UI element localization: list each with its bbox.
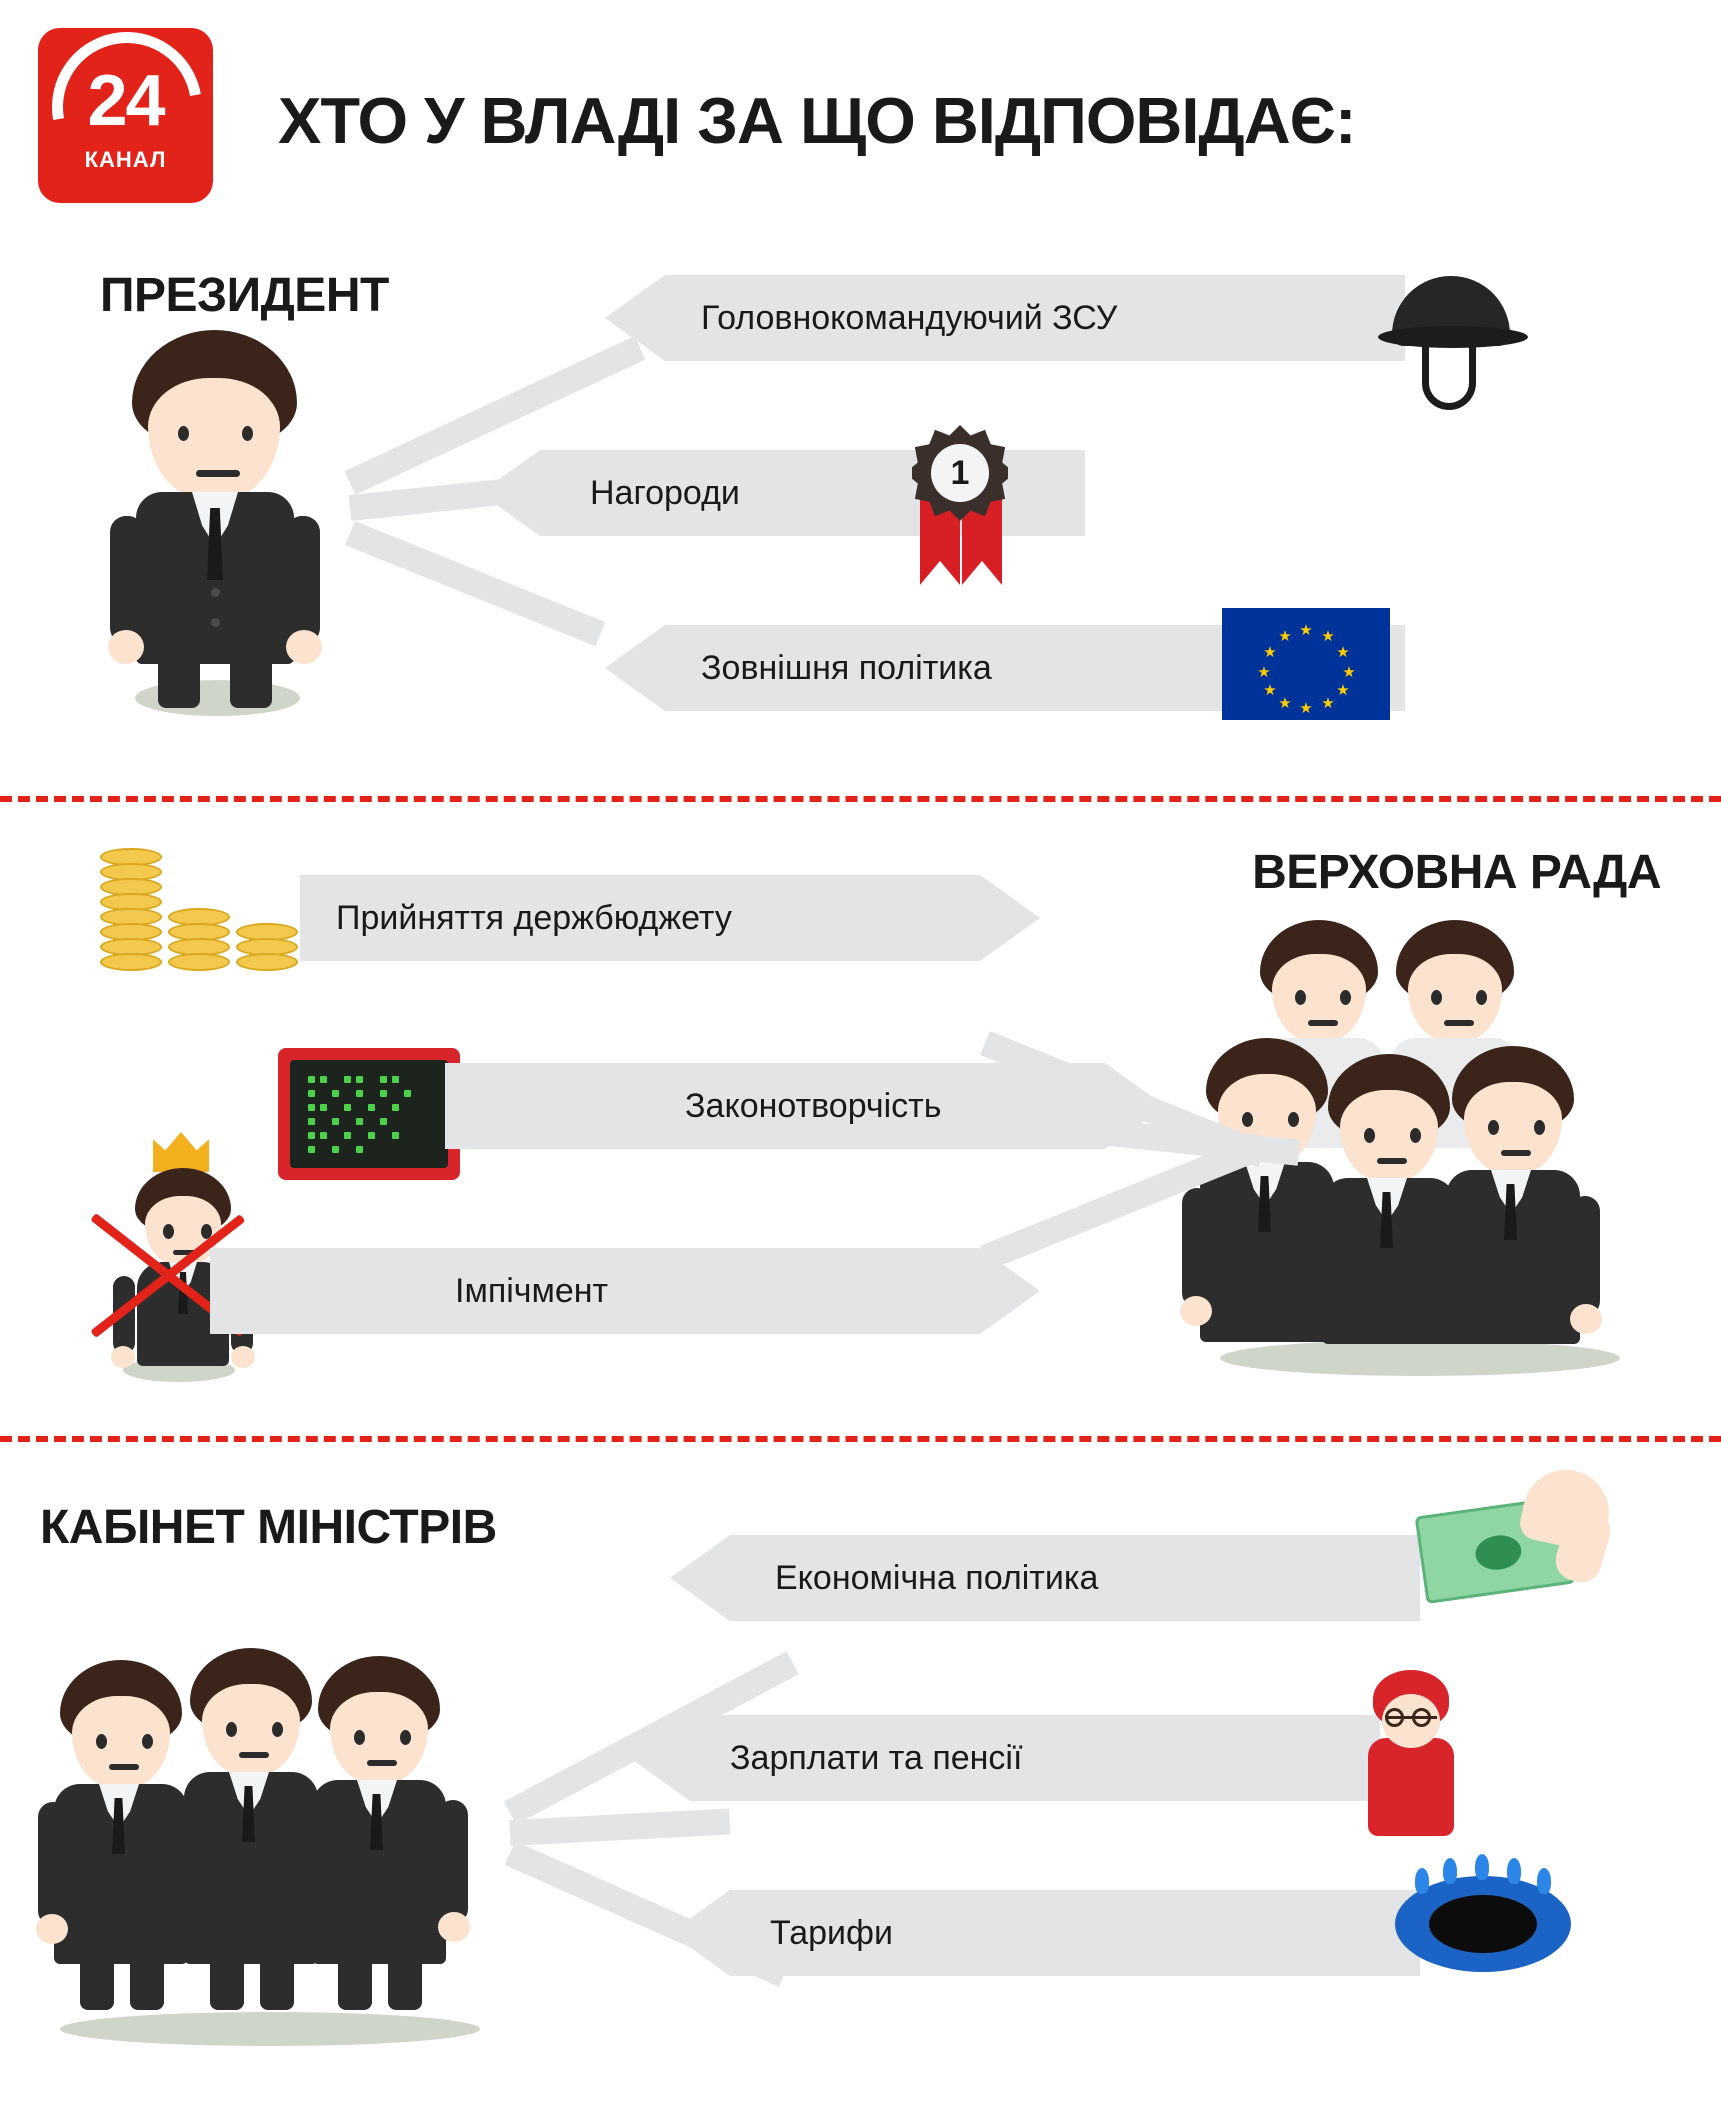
figure-face (148, 378, 280, 500)
figure-leg-right (230, 656, 272, 708)
section-divider-2 (0, 1436, 1721, 1442)
helmet-icon (1378, 268, 1538, 418)
figure-eye-right (242, 426, 253, 441)
callout-label: Тарифи (770, 1913, 894, 1952)
callout-label: Імпічмент (455, 1271, 609, 1310)
header (38, 28, 1688, 208)
figure-arm-left (110, 516, 144, 644)
figure-eye-left (178, 426, 189, 441)
section-heading-cabinet: КАБІНЕТ МІНІСТРІВ (40, 1501, 497, 1554)
voting-board-icon (278, 1048, 460, 1180)
callout-label: Законотворчість (685, 1086, 942, 1125)
section-heading-rada: ВЕРХОВНА РАДА (1252, 846, 1661, 899)
figure-arm-right (286, 516, 320, 644)
callout-label: Прийняття держбюджету (336, 898, 732, 937)
callout-label: Зарплати та пенсії (730, 1738, 1023, 1777)
pensioner-icon (1355, 1670, 1475, 1860)
callout-label: Зовнішня політика (701, 648, 992, 687)
callout-cabinet-2 (690, 1715, 1380, 1801)
crown-icon (153, 1132, 209, 1172)
callout-rada-3 (210, 1248, 980, 1334)
connector-cabinet-2 (509, 1809, 730, 1846)
medal-number: 1 (931, 444, 989, 502)
section-divider-1 (0, 796, 1721, 802)
section-heading-president: ПРЕЗИДЕНТ (100, 269, 389, 322)
callout-label: Економічна політика (775, 1558, 1099, 1597)
eu-flag-icon: ★ ★ ★ ★ ★ ★ ★ ★ ★ ★ ★ ★ (1222, 608, 1390, 720)
callout-rada-1 (300, 875, 980, 961)
callout-president-1 (665, 275, 1405, 361)
logo-word: КАНАЛ (84, 146, 167, 172)
figure-mouth (196, 470, 240, 477)
gas-burner-icon (1395, 1860, 1575, 2000)
callout-cabinet-3 (730, 1890, 1420, 1976)
figure-president (100, 330, 330, 730)
money-muscle-icon (1420, 1470, 1650, 1610)
figure-button-2 (211, 618, 220, 627)
figure-hand-left (108, 630, 144, 664)
figure-leg-left (158, 656, 200, 708)
callout-rada-2 (445, 1063, 1105, 1149)
coins-icon (100, 848, 320, 1008)
callout-cabinet-1 (730, 1535, 1420, 1621)
connector-president-3 (345, 521, 605, 646)
channel-logo (38, 28, 213, 203)
logo-number: 24 (87, 60, 164, 141)
medal-icon (890, 425, 1038, 590)
figure-hand-right (286, 630, 322, 664)
figure-group-cabinet (50, 1640, 500, 2060)
callout-label: Нагороди (590, 473, 740, 512)
page-title: ХТО У ВЛАДІ ЗА ЩО ВІДПОВІДАЄ: (278, 84, 1356, 157)
figure-button-1 (211, 588, 220, 597)
callout-label: Головнокомандуючий ЗСУ (701, 298, 1118, 337)
